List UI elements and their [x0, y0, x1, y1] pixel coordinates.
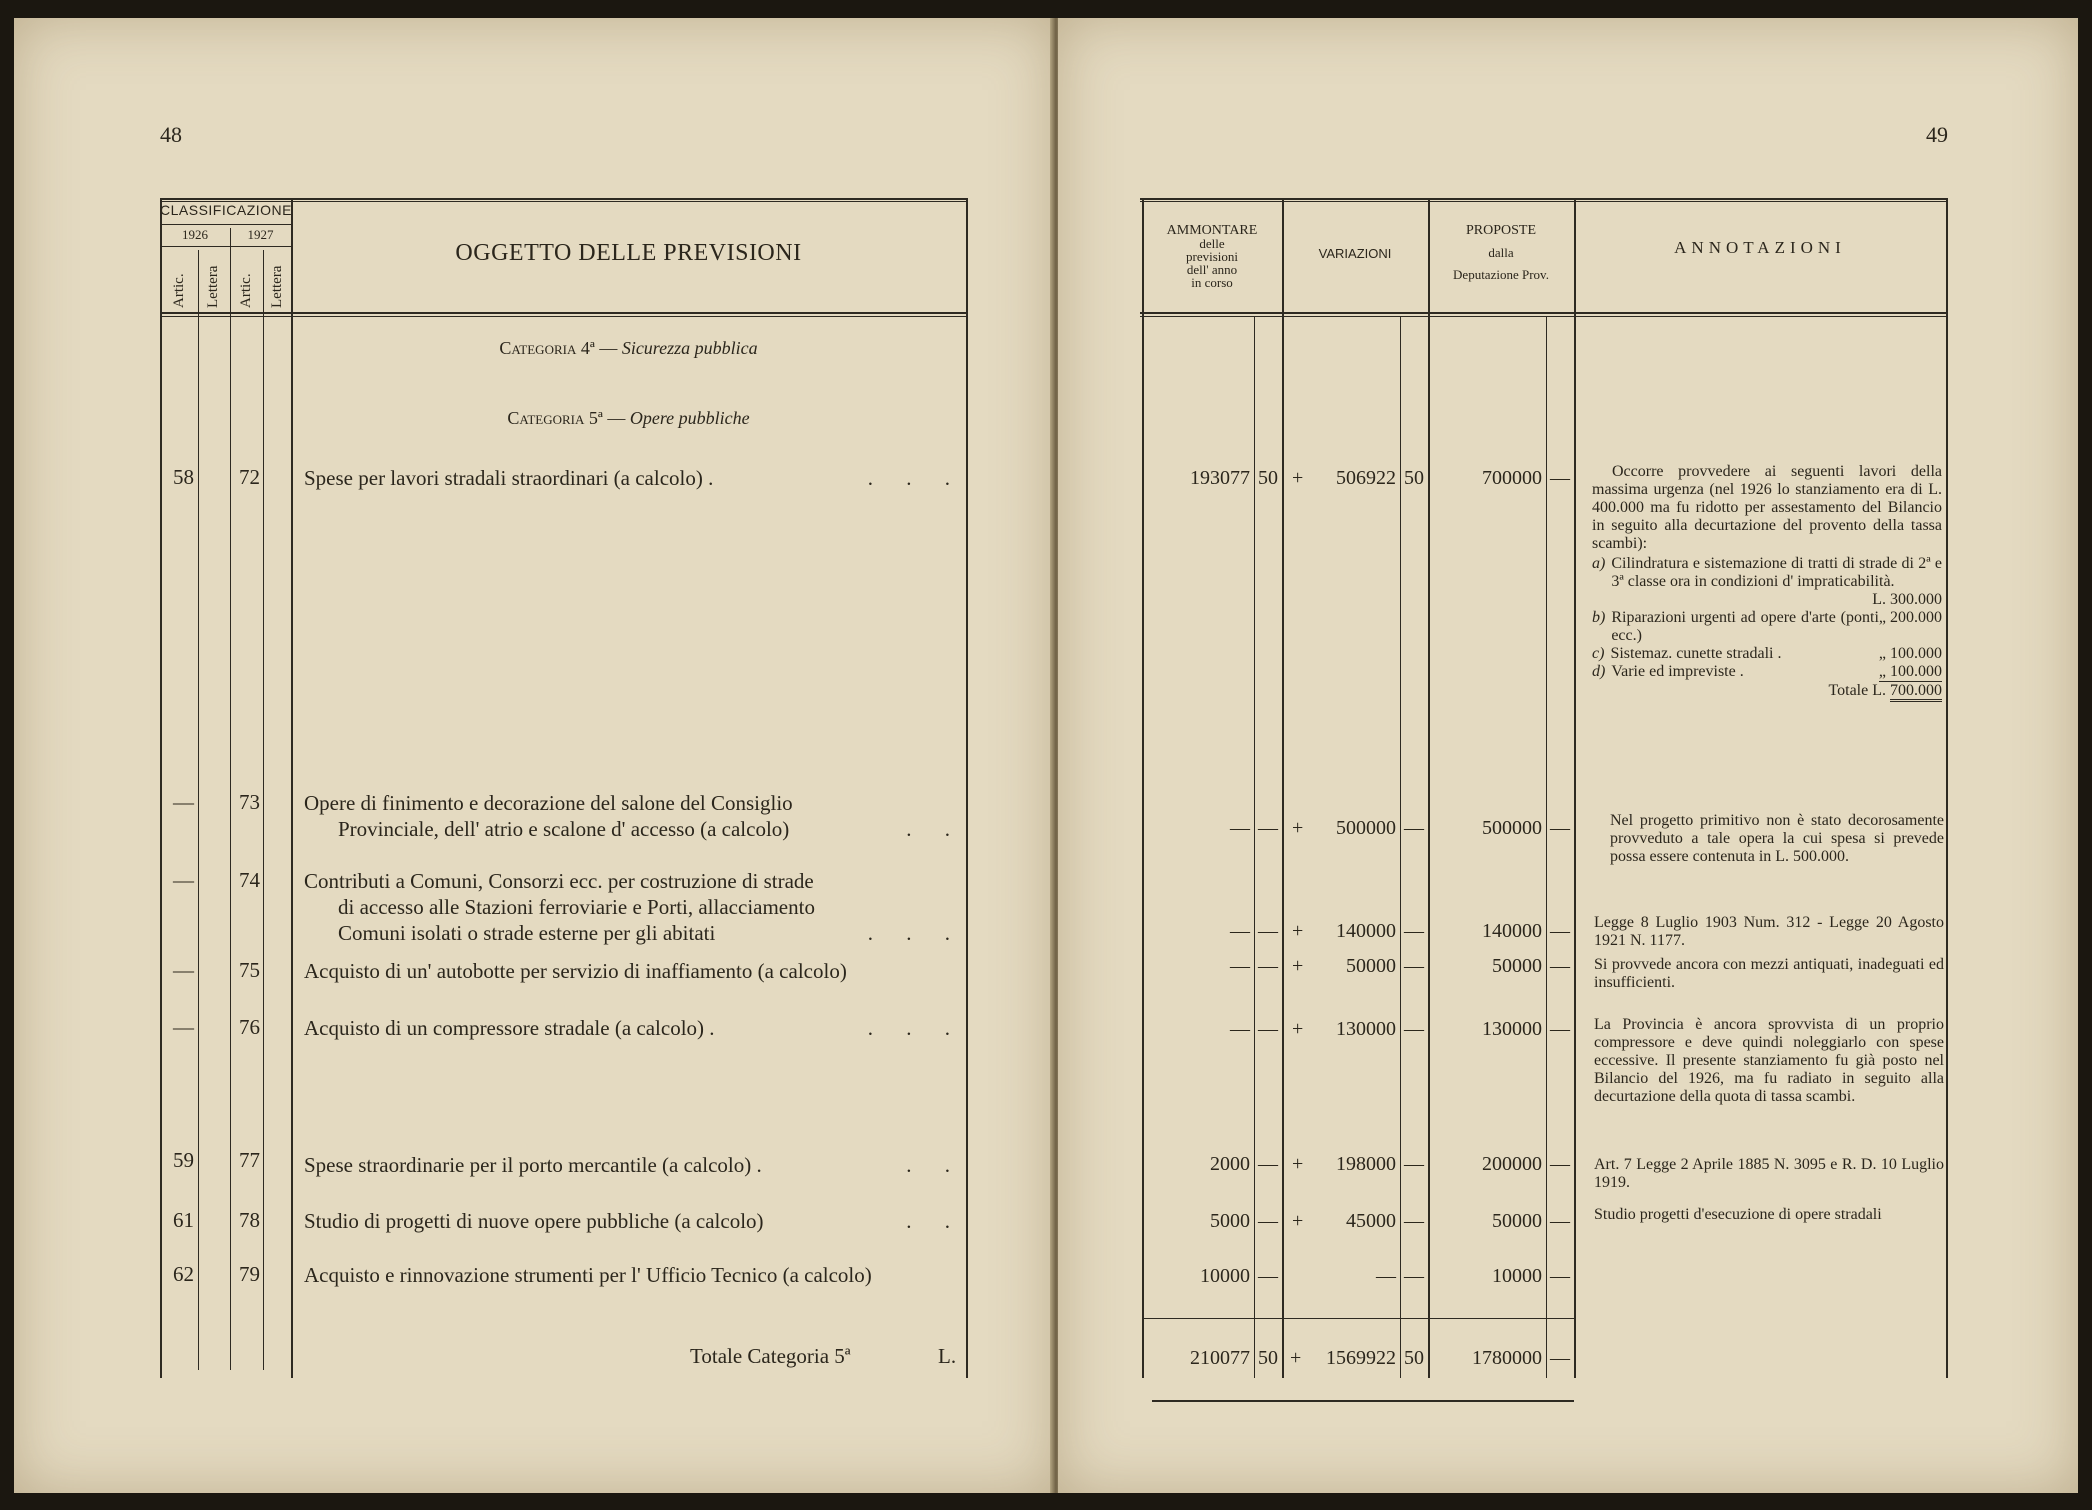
variazione: —: [1376, 1265, 1396, 1287]
variazione: 198000: [1336, 1153, 1396, 1175]
year-1926: 1926: [182, 227, 208, 242]
annotation-row1: Occorre provvedere ai seguenti lavori della massima urgenza (nel 1926 lo stanziamento era di L. 400.000 ma fu ridotto per assestamento del Bilancio in seguito alla decurtazione del provento della tassa scambi): a) Cilindratura e sistemazione di tratti di strade di 2ª e 3ª classe ora in condizioni d' impraticabilità. L. 300.000 b) Riparazioni urgenti ad opere d'arte (ponti ecc.) „ 200.000 c) Sistemaz. cunette stradali . „ 100.000 d) Varie ed impreviste . „ 100.000 Totale L. 700.000: [1592, 463, 1942, 700]
art-1927: 77: [239, 1148, 260, 1172]
row-description: Acquisto di un compressore stradale (a calcolo) . . . .: [304, 1016, 964, 1040]
header-ammontare: AMMONTARE delle previsioni dell' anno in corso: [1166, 223, 1258, 290]
variazione: 500000: [1336, 817, 1396, 839]
proposta: 200000: [1482, 1153, 1542, 1175]
sign: +: [1292, 817, 1304, 839]
variazione-cent: 50: [1404, 467, 1424, 489]
proposta-cent: —: [1550, 920, 1570, 942]
left-page-number: 48: [160, 122, 182, 147]
proposta-cent: —: [1550, 1018, 1570, 1040]
subject-header: OGGETTO DELLE PREVISIONI: [455, 240, 802, 266]
proposta: 140000: [1482, 920, 1542, 942]
art-1926: —: [173, 868, 194, 892]
annotation-row2: Nel progetto primitivo non è stato decorosamente provveduto a tale opera la cui spesa si prevede possa essere contenuta in L. 500.000.: [1610, 812, 1944, 865]
proposta: 130000: [1482, 1018, 1542, 1040]
art-1927: 75: [239, 958, 260, 982]
ammontare: 193077: [1190, 467, 1250, 489]
year-1927: 1927: [247, 227, 274, 242]
art-1926: —: [173, 1015, 194, 1039]
sub-header-artic-1927: Artic.: [238, 273, 254, 308]
proposta-cent: —: [1550, 955, 1570, 977]
variazione: 140000: [1336, 920, 1396, 942]
art-1927: 79: [239, 1262, 260, 1286]
variazione-cent: —: [1404, 1265, 1424, 1287]
art-1927: 73: [239, 790, 260, 814]
row-description: Studio di progetti di nuove opere pubbliche (a calcolo) . .: [304, 1209, 964, 1233]
sub-header-artic-1926: Artic.: [171, 273, 187, 308]
ammontare: 5000: [1210, 1210, 1250, 1232]
variazione: 50000: [1346, 955, 1396, 977]
ammontare-cent: —: [1258, 920, 1278, 942]
variazione: 45000: [1346, 1210, 1396, 1232]
header-annotazioni: ANNOTAZIONI: [1674, 238, 1846, 257]
ammontare: 10000: [1200, 1265, 1250, 1287]
art-1926: 61: [173, 1208, 194, 1232]
proposta-cent: —: [1550, 1153, 1570, 1175]
row-description: Acquisto di un' autobotte per servizio di inaffiamento (a calcolo): [304, 959, 847, 983]
sign: +: [1292, 1153, 1304, 1175]
proposta: 50000: [1492, 955, 1542, 977]
total-ammontare: 210077: [1190, 1347, 1250, 1369]
row-description: Spese per lavori stradali straordinari (a calcolo) . . . .: [304, 466, 964, 490]
proposta-cent: —: [1550, 1210, 1570, 1232]
ammontare-cent: —: [1258, 1210, 1278, 1232]
total-variazione-cent: 50: [1404, 1347, 1424, 1369]
ammontare: —: [1230, 1018, 1250, 1040]
ammontare-cent: 50: [1258, 467, 1278, 489]
row-description: Contributi a Comuni, Consorzi ecc. per costruzione di strade di accesso alle Stazioni ferroviarie e Porti, allacciamento Comuni isolati o strade esterne per gli abitati . . .: [304, 869, 964, 945]
ammontare: 2000: [1210, 1153, 1250, 1175]
art-1926: —: [173, 790, 194, 814]
art-1926: 62: [173, 1262, 194, 1286]
ammontare-cent: —: [1258, 955, 1278, 977]
sign: +: [1292, 1210, 1304, 1232]
category-5-heading: Categoria 5ª — Opere pubbliche: [507, 408, 750, 428]
ammontare-cent: —: [1258, 1018, 1278, 1040]
sign: +: [1292, 1018, 1304, 1040]
sub-header-lettera-1926: Lettera: [205, 265, 221, 308]
variazione-cent: —: [1404, 920, 1424, 942]
total-sign: +: [1290, 1347, 1302, 1369]
category-4-heading: Categoria 4ª — Sicurezza pubblica: [499, 338, 758, 358]
total-ammontare-cent: 50: [1258, 1347, 1278, 1369]
sign: +: [1292, 467, 1304, 489]
total-proposta-cent: —: [1550, 1347, 1570, 1369]
variazione: 130000: [1336, 1018, 1396, 1040]
right-page-number: 49: [1926, 122, 1948, 147]
annotation-row5: La Provincia è ancora sprovvista di un proprio compressore e deve quindi noleggiarlo con spese eccessive. Il presente stanziamento fu già posto nel Bilancio del 1926, ma fu radiato in seguito alla decurtazione della quota di tassa scambi.: [1594, 1016, 1944, 1105]
annotation-row3: Legge 8 Luglio 1903 Num. 312 - Legge 20 Agosto 1921 N. 1177.: [1594, 914, 1944, 949]
annotation-row7: Studio progetti d'esecuzione di opere stradali: [1594, 1206, 1882, 1223]
art-1927: 78: [239, 1208, 260, 1232]
row-description: Spese straordinarie per il porto mercantile (a calcolo) . . .: [304, 1153, 964, 1177]
ammontare-cent: —: [1258, 1153, 1278, 1175]
sub-header-lettera-1927: Lettera: [269, 265, 285, 308]
proposta: 10000: [1492, 1265, 1542, 1287]
header-variazioni: VARIAZIONI: [1318, 246, 1392, 261]
art-1927: 72: [239, 465, 260, 489]
variazione-cent: —: [1404, 1210, 1424, 1232]
art-1926: —: [173, 958, 194, 982]
sign: +: [1292, 920, 1304, 942]
ammontare: —: [1230, 955, 1250, 977]
header-proposte: PROPOSTE dalla Deputazione Prov.: [1453, 223, 1549, 282]
total-category-label: Totale Categoria 5ª: [690, 1344, 851, 1368]
row-description: Opere di finimento e decorazione del salone del Consiglio Provinciale, dell' atrio e scalone d' accesso (a calcolo) . .: [304, 791, 964, 841]
ammontare-cent: —: [1258, 1265, 1278, 1287]
variazione: 506922: [1336, 467, 1396, 489]
proposta-cent: —: [1550, 467, 1570, 489]
art-1926: 58: [173, 465, 194, 489]
total-variazione: 1569922: [1326, 1347, 1396, 1369]
classification-header: CLASSIFICAZIONE: [160, 202, 292, 218]
art-1927: 74: [239, 868, 260, 892]
row-description: Acquisto e rinnovazione strumenti per l' Ufficio Tecnico (a calcolo): [304, 1263, 872, 1287]
proposta: 700000: [1482, 467, 1542, 489]
total-proposta: 1780000: [1472, 1347, 1542, 1369]
total-currency: L.: [938, 1344, 957, 1368]
art-1927: 76: [239, 1015, 260, 1039]
variazione-cent: —: [1404, 1153, 1424, 1175]
proposta-cent: —: [1550, 817, 1570, 839]
variazione-cent: —: [1404, 1018, 1424, 1040]
proposta-cent: —: [1550, 1265, 1570, 1287]
proposta: 50000: [1492, 1210, 1542, 1232]
ammontare: —: [1230, 817, 1250, 839]
art-1926: 59: [173, 1148, 194, 1172]
sign: +: [1292, 955, 1304, 977]
proposta: 500000: [1482, 817, 1542, 839]
variazione-cent: —: [1404, 955, 1424, 977]
annotation-row4: Si provvede ancora con mezzi antiquati, inadeguati ed insufficienti.: [1594, 956, 1944, 991]
ammontare-cent: —: [1258, 817, 1278, 839]
variazione-cent: —: [1404, 817, 1424, 839]
annotation-row6: Art. 7 Legge 2 Aprile 1885 N. 3095 e R. D. 10 Luglio 1919.: [1594, 1156, 1944, 1191]
ammontare: —: [1230, 920, 1250, 942]
